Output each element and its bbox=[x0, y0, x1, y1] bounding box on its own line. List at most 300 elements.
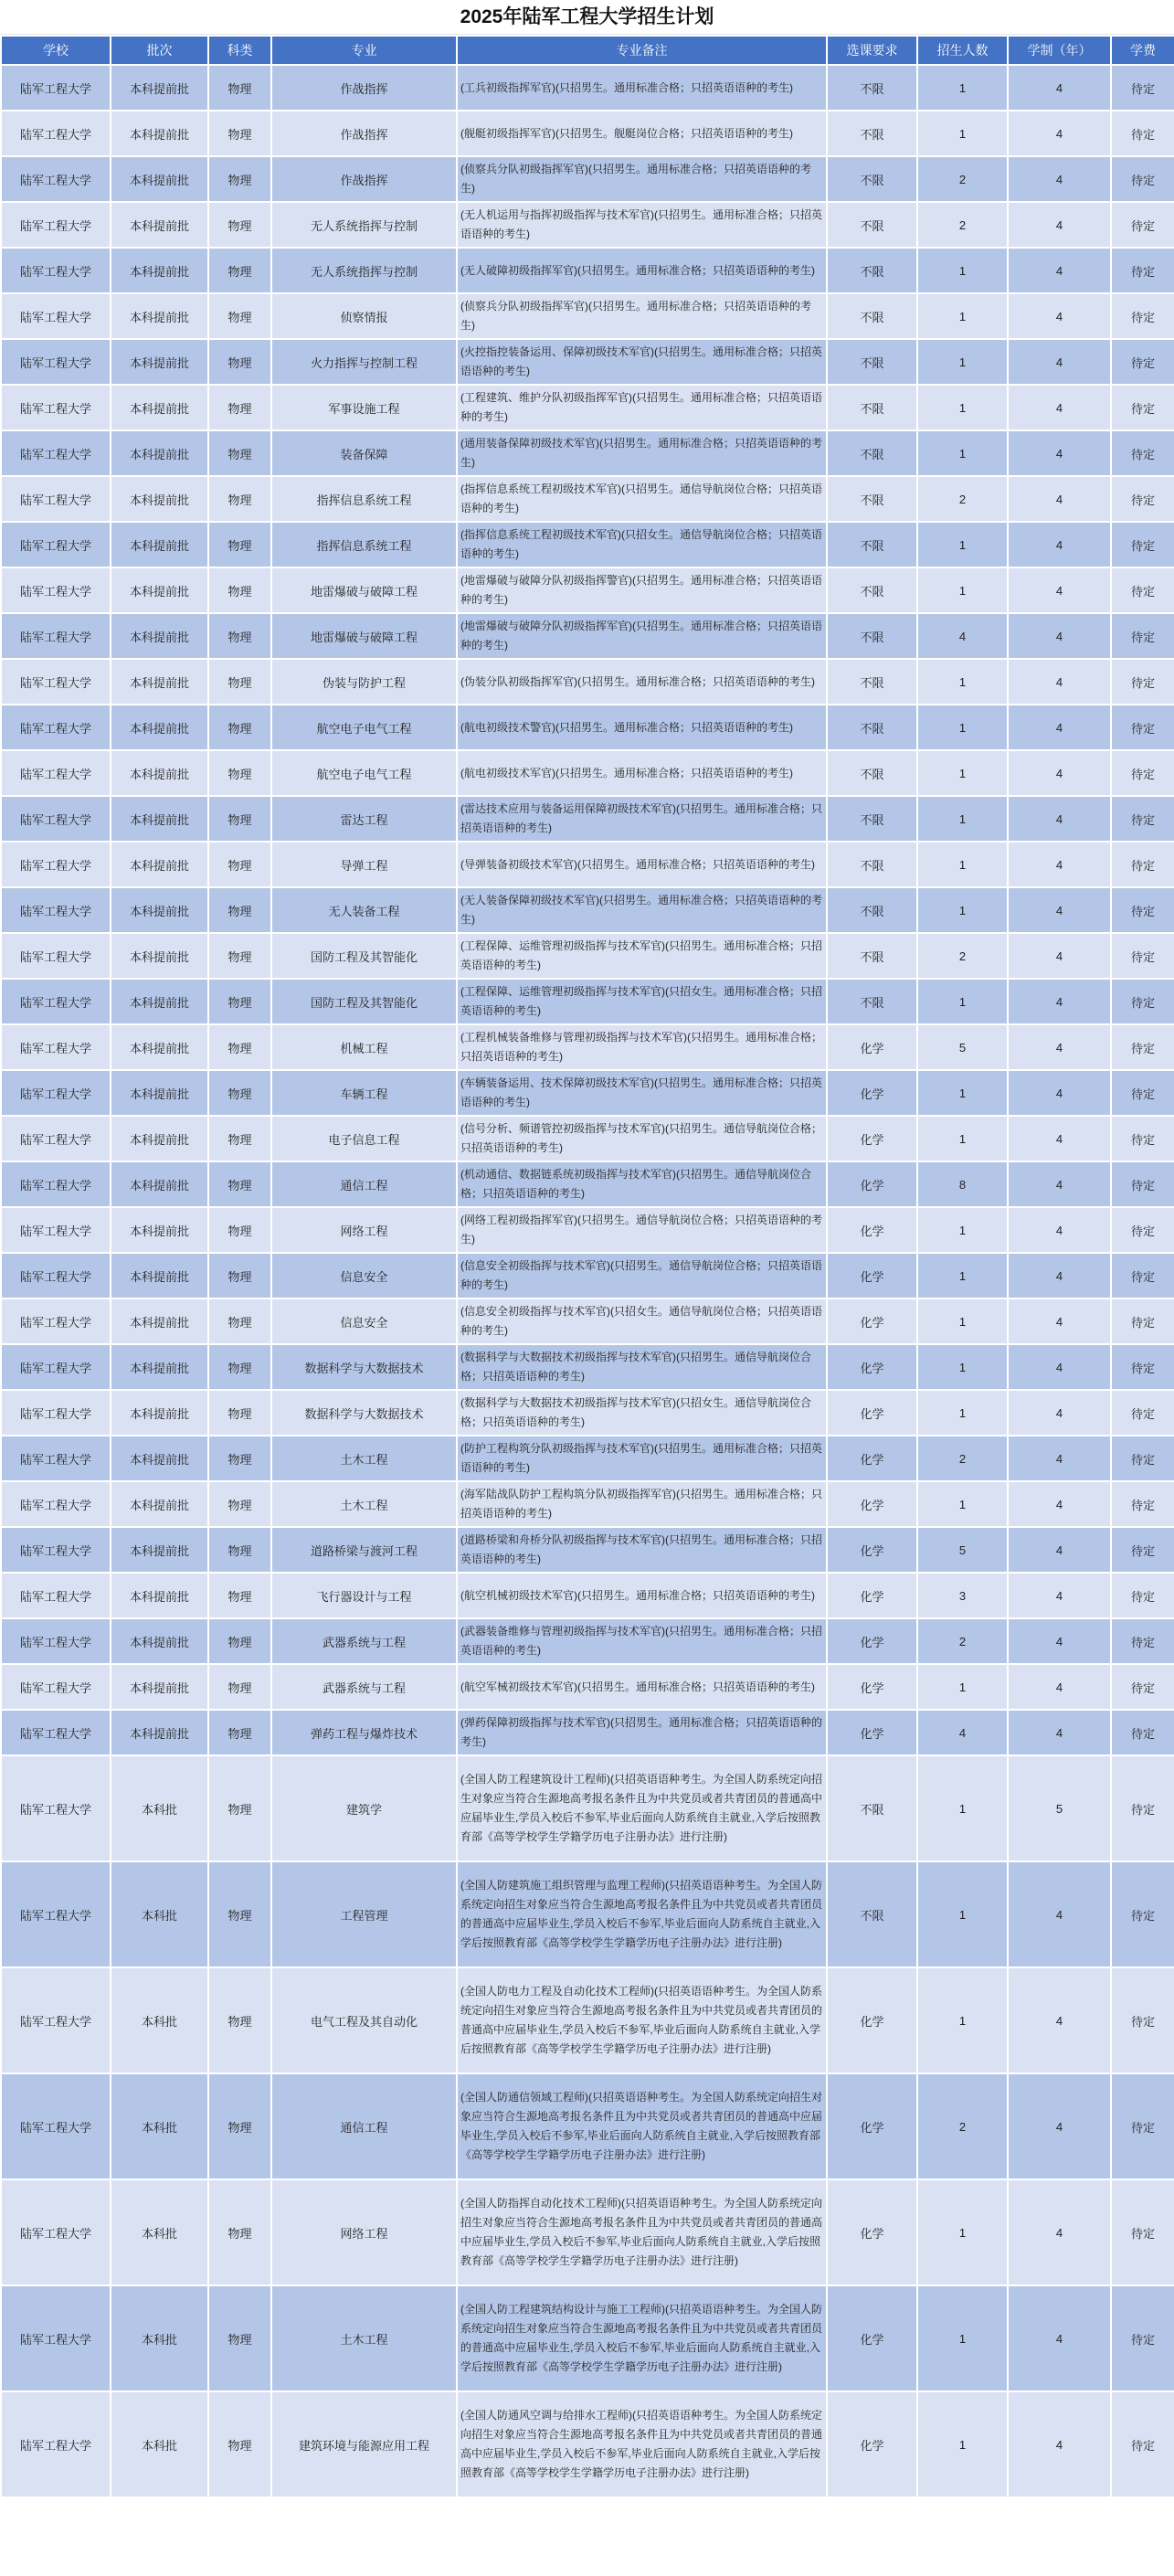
duration-cell: 4 bbox=[1008, 979, 1111, 1024]
table-row bbox=[1, 2179, 1174, 2285]
major-cell: 航空电子电气工程 bbox=[271, 705, 457, 750]
major-cell: 作战指挥 bbox=[271, 65, 457, 111]
major-cell: 作战指挥 bbox=[271, 156, 457, 202]
subject-requirement-cell: 不限 bbox=[827, 933, 917, 979]
major-cell: 装备保障 bbox=[271, 430, 457, 476]
batch-cell: 本科提前批 bbox=[111, 1527, 208, 1573]
tuition-cell: 待定 bbox=[1111, 567, 1174, 613]
school-cell: 陆军工程大学 bbox=[1, 430, 111, 476]
major-cell: 指挥信息系统工程 bbox=[271, 476, 457, 522]
subject-requirement-cell: 化学 bbox=[827, 1253, 917, 1299]
table-row bbox=[1, 842, 1174, 887]
duration-cell: 4 bbox=[1008, 1299, 1111, 1344]
subject-requirement-cell: 化学 bbox=[827, 1710, 917, 1755]
table-row bbox=[1, 476, 1174, 522]
school-cell: 陆军工程大学 bbox=[1, 1207, 111, 1253]
enrollment-count-cell: 1 bbox=[917, 796, 1008, 842]
batch-cell: 本科提前批 bbox=[111, 567, 208, 613]
subject-requirement-cell: 化学 bbox=[827, 1573, 917, 1618]
category-cell: 物理 bbox=[208, 2073, 271, 2179]
tuition-cell: 待定 bbox=[1111, 1618, 1174, 1664]
category-cell: 物理 bbox=[208, 339, 271, 385]
school-cell: 陆军工程大学 bbox=[1, 613, 111, 659]
major-cell: 道路桥梁与渡河工程 bbox=[271, 1527, 457, 1573]
batch-cell: 本科提前批 bbox=[111, 613, 208, 659]
major-cell: 土木工程 bbox=[271, 2285, 457, 2391]
duration-cell: 4 bbox=[1008, 1116, 1111, 1161]
school-cell: 陆军工程大学 bbox=[1, 1024, 111, 1070]
school-cell: 陆军工程大学 bbox=[1, 1116, 111, 1161]
category-cell: 物理 bbox=[208, 1207, 271, 1253]
batch-cell: 本科提前批 bbox=[111, 385, 208, 430]
batch-cell: 本科提前批 bbox=[111, 202, 208, 248]
duration-cell: 4 bbox=[1008, 385, 1111, 430]
category-cell: 物理 bbox=[208, 1618, 271, 1664]
batch-cell: 本科提前批 bbox=[111, 1253, 208, 1299]
batch-cell: 本科提前批 bbox=[111, 796, 208, 842]
school-cell: 陆军工程大学 bbox=[1, 385, 111, 430]
table-row bbox=[1, 933, 1174, 979]
enrollment-count-cell: 1 bbox=[917, 1861, 1008, 1967]
enrollment-count-cell: 1 bbox=[917, 1344, 1008, 1390]
tuition-cell: 待定 bbox=[1111, 1861, 1174, 1967]
school-cell: 陆军工程大学 bbox=[1, 567, 111, 613]
major-cell: 信息安全 bbox=[271, 1253, 457, 1299]
table-row bbox=[1, 1390, 1174, 1436]
major-note-cell: (车辆装备运用、技术保障初级技术军官)(只招男生。通用标准合格；只招英语语种的考生) bbox=[457, 1070, 827, 1116]
major-note-cell: (伪装分队初级指挥军官)(只招男生。通用标准合格；只招英语语种的考生) bbox=[457, 659, 827, 705]
major-cell: 工程管理 bbox=[271, 1861, 457, 1967]
major-cell: 地雷爆破与破障工程 bbox=[271, 567, 457, 613]
batch-cell: 本科提前批 bbox=[111, 1299, 208, 1344]
major-cell: 网络工程 bbox=[271, 2179, 457, 2285]
category-cell: 物理 bbox=[208, 2391, 271, 2497]
major-note-cell: (工程建筑、维护分队初级指挥军官)(只招男生。通用标准合格；只招英语语种的考生) bbox=[457, 385, 827, 430]
table-row bbox=[1, 1070, 1174, 1116]
category-cell: 物理 bbox=[208, 1390, 271, 1436]
major-cell: 侦察情报 bbox=[271, 293, 457, 339]
major-note-cell: (全国人防工程建筑结构设计与施工工程师)(只招英语语种考生。为全国人防系统定向招生对象应当符合生源地高考报名条件且为中共党员或者共青团员的普通高中应届毕业生,学员入校后不参军,毕业后面向人防系统自主就业,入学后按照教育部《高等学校学生学籍学历电子注册办法》进行注册) bbox=[457, 2285, 827, 2391]
duration-cell: 4 bbox=[1008, 659, 1111, 705]
major-note-cell: (无人机运用与指挥初级指挥与技术军官)(只招男生。通用标准合格；只招英语语种的考生) bbox=[457, 202, 827, 248]
tuition-cell: 待定 bbox=[1111, 1573, 1174, 1618]
major-note-cell: (火控指控装备运用、保障初级技术军官)(只招男生。通用标准合格；只招英语语种的考生) bbox=[457, 339, 827, 385]
major-cell: 军事设施工程 bbox=[271, 385, 457, 430]
major-cell: 网络工程 bbox=[271, 1207, 457, 1253]
table-row bbox=[1, 979, 1174, 1024]
category-cell: 物理 bbox=[208, 1116, 271, 1161]
major-cell: 地雷爆破与破障工程 bbox=[271, 613, 457, 659]
major-cell: 无人系统指挥与控制 bbox=[271, 248, 457, 293]
enrollment-count-cell: 1 bbox=[917, 1664, 1008, 1710]
major-note-cell: (工兵初级指挥军官)(只招男生。通用标准合格；只招英语语种的考生) bbox=[457, 65, 827, 111]
major-note-cell: (机动通信、数据链系统初级指挥与技术军官)(只招男生。通信导航岗位合格；只招英语语种的考生) bbox=[457, 1161, 827, 1207]
subject-requirement-cell: 不限 bbox=[827, 842, 917, 887]
major-note-cell: (侦察兵分队初级指挥军官)(只招男生。通用标准合格；只招英语语种的考生) bbox=[457, 293, 827, 339]
major-note-cell: (航电初级技术警官)(只招男生。通用标准合格；只招英语语种的考生) bbox=[457, 705, 827, 750]
category-cell: 物理 bbox=[208, 1481, 271, 1527]
subject-requirement-cell: 不限 bbox=[827, 156, 917, 202]
table-row bbox=[1, 1253, 1174, 1299]
table-row bbox=[1, 887, 1174, 933]
tuition-cell: 待定 bbox=[1111, 339, 1174, 385]
header-major: 专业 bbox=[271, 36, 457, 65]
major-cell: 国防工程及其智能化 bbox=[271, 933, 457, 979]
enrollment-count-cell: 1 bbox=[917, 430, 1008, 476]
duration-cell: 4 bbox=[1008, 1344, 1111, 1390]
batch-cell: 本科提前批 bbox=[111, 476, 208, 522]
header-school: 学校 bbox=[1, 36, 111, 65]
batch-cell: 本科提前批 bbox=[111, 842, 208, 887]
table-row bbox=[1, 1527, 1174, 1573]
table-row bbox=[1, 1710, 1174, 1755]
table-row bbox=[1, 1207, 1174, 1253]
major-note-cell: (信息安全初级指挥与技术军官)(只招男生。通信导航岗位合格；只招英语语种的考生) bbox=[457, 1253, 827, 1299]
enrollment-count-cell: 4 bbox=[917, 1710, 1008, 1755]
major-note-cell: (导弹装备初级技术军官)(只招男生。通用标准合格；只招英语语种的考生) bbox=[457, 842, 827, 887]
school-cell: 陆军工程大学 bbox=[1, 2285, 111, 2391]
duration-cell: 4 bbox=[1008, 842, 1111, 887]
enrollment-count-cell: 1 bbox=[917, 750, 1008, 796]
subject-requirement-cell: 化学 bbox=[827, 1207, 917, 1253]
batch-cell: 本科提前批 bbox=[111, 887, 208, 933]
major-note-cell: (信息安全初级指挥与技术军官)(只招女生。通信导航岗位合格；只招英语语种的考生) bbox=[457, 1299, 827, 1344]
school-cell: 陆军工程大学 bbox=[1, 2073, 111, 2179]
category-cell: 物理 bbox=[208, 933, 271, 979]
enrollment-count-cell: 1 bbox=[917, 887, 1008, 933]
table-row bbox=[1, 2073, 1174, 2179]
school-cell: 陆军工程大学 bbox=[1, 933, 111, 979]
duration-cell: 4 bbox=[1008, 111, 1111, 156]
major-note-cell: (信号分析、频谱管控初级指挥与技术军官)(只招男生。通信导航岗位合格；只招英语语种的考生) bbox=[457, 1116, 827, 1161]
enrollment-count-cell: 5 bbox=[917, 1527, 1008, 1573]
enrollment-count-cell: 1 bbox=[917, 979, 1008, 1024]
category-cell: 物理 bbox=[208, 1161, 271, 1207]
category-cell: 物理 bbox=[208, 659, 271, 705]
batch-cell: 本科提前批 bbox=[111, 339, 208, 385]
school-cell: 陆军工程大学 bbox=[1, 842, 111, 887]
table-row bbox=[1, 1481, 1174, 1527]
major-cell: 土木工程 bbox=[271, 1436, 457, 1481]
batch-cell: 本科提前批 bbox=[111, 1070, 208, 1116]
batch-cell: 本科提前批 bbox=[111, 65, 208, 111]
duration-cell: 4 bbox=[1008, 2391, 1111, 2497]
major-cell: 建筑学 bbox=[271, 1755, 457, 1861]
duration-cell: 4 bbox=[1008, 2179, 1111, 2285]
enrollment-count-cell: 1 bbox=[917, 659, 1008, 705]
enrollment-count-cell: 1 bbox=[917, 522, 1008, 567]
category-cell: 物理 bbox=[208, 202, 271, 248]
tuition-cell: 待定 bbox=[1111, 1024, 1174, 1070]
category-cell: 物理 bbox=[208, 1436, 271, 1481]
subject-requirement-cell: 化学 bbox=[827, 1967, 917, 2073]
category-cell: 物理 bbox=[208, 1861, 271, 1967]
header-tuition: 学费 bbox=[1111, 36, 1174, 65]
duration-cell: 4 bbox=[1008, 1967, 1111, 2073]
school-cell: 陆军工程大学 bbox=[1, 1967, 111, 2073]
category-cell: 物理 bbox=[208, 1024, 271, 1070]
batch-cell: 本科提前批 bbox=[111, 522, 208, 567]
duration-cell: 4 bbox=[1008, 1573, 1111, 1618]
tuition-cell: 待定 bbox=[1111, 750, 1174, 796]
table-row bbox=[1, 659, 1174, 705]
table-row bbox=[1, 2285, 1174, 2391]
duration-cell: 4 bbox=[1008, 567, 1111, 613]
subject-requirement-cell: 不限 bbox=[827, 385, 917, 430]
duration-cell: 4 bbox=[1008, 248, 1111, 293]
category-cell: 物理 bbox=[208, 613, 271, 659]
enrollment-count-cell: 1 bbox=[917, 1967, 1008, 2073]
category-cell: 物理 bbox=[208, 156, 271, 202]
subject-requirement-cell: 化学 bbox=[827, 2179, 917, 2285]
major-cell: 飞行器设计与工程 bbox=[271, 1573, 457, 1618]
table-row bbox=[1, 1436, 1174, 1481]
duration-cell: 4 bbox=[1008, 1390, 1111, 1436]
batch-cell: 本科提前批 bbox=[111, 1161, 208, 1207]
enrollment-count-cell: 2 bbox=[917, 2073, 1008, 2179]
category-cell: 物理 bbox=[208, 1299, 271, 1344]
major-cell: 无人系统指挥与控制 bbox=[271, 202, 457, 248]
tuition-cell: 待定 bbox=[1111, 2179, 1174, 2285]
header-major-note: 专业备注 bbox=[457, 36, 827, 65]
batch-cell: 本科提前批 bbox=[111, 1207, 208, 1253]
major-note-cell: (全国人防通信领域工程师)(只招英语语种考生。为全国人防系统定向招生对象应当符合生源地高考报名条件且为中共党员或者共青团员的普通高中应届毕业生,学员入校后不参军,毕业后面向人防系统自主就业,入学后按照教育部《高等学校学生学籍学历电子注册办法》进行注册) bbox=[457, 2073, 827, 2179]
tuition-cell: 待定 bbox=[1111, 65, 1174, 111]
major-cell: 数据科学与大数据技术 bbox=[271, 1390, 457, 1436]
table-row bbox=[1, 567, 1174, 613]
duration-cell: 4 bbox=[1008, 1070, 1111, 1116]
enrollment-count-cell: 2 bbox=[917, 202, 1008, 248]
header-batch: 批次 bbox=[111, 36, 208, 65]
tuition-cell: 待定 bbox=[1111, 1481, 1174, 1527]
school-cell: 陆军工程大学 bbox=[1, 1710, 111, 1755]
batch-cell: 本科提前批 bbox=[111, 1664, 208, 1710]
school-cell: 陆军工程大学 bbox=[1, 979, 111, 1024]
table-row bbox=[1, 1967, 1174, 2073]
table-row bbox=[1, 293, 1174, 339]
batch-cell: 本科提前批 bbox=[111, 933, 208, 979]
major-cell: 无人装备工程 bbox=[271, 887, 457, 933]
subject-requirement-cell: 不限 bbox=[827, 796, 917, 842]
table-row bbox=[1, 1755, 1174, 1861]
category-cell: 物理 bbox=[208, 1710, 271, 1755]
tuition-cell: 待定 bbox=[1111, 1436, 1174, 1481]
enrollment-count-cell: 2 bbox=[917, 156, 1008, 202]
major-note-cell: (全国人防指挥自动化技术工程师)(只招英语语种考生。为全国人防系统定向招生对象应当符合生源地高考报名条件且为中共党员或者共青团员的普通高中应届毕业生,学员入校后不参军,毕业后面向人防系统自主就业,入学后按照教育部《高等学校学生学籍学历电子注册办法》进行注册) bbox=[457, 2179, 827, 2285]
school-cell: 陆军工程大学 bbox=[1, 1755, 111, 1861]
subject-requirement-cell: 不限 bbox=[827, 65, 917, 111]
table-row bbox=[1, 1664, 1174, 1710]
school-cell: 陆军工程大学 bbox=[1, 705, 111, 750]
major-note-cell: (武器装备维修与管理初级指挥与技术军官)(只招男生。通用标准合格；只招英语语种的考生) bbox=[457, 1618, 827, 1664]
subject-requirement-cell: 不限 bbox=[827, 430, 917, 476]
subject-requirement-cell: 不限 bbox=[827, 248, 917, 293]
table-row bbox=[1, 2391, 1174, 2497]
tuition-cell: 待定 bbox=[1111, 705, 1174, 750]
subject-requirement-cell: 不限 bbox=[827, 339, 917, 385]
school-cell: 陆军工程大学 bbox=[1, 1161, 111, 1207]
subject-requirement-cell: 化学 bbox=[827, 1161, 917, 1207]
school-cell: 陆军工程大学 bbox=[1, 1618, 111, 1664]
header-subject-requirement: 选课要求 bbox=[827, 36, 917, 65]
duration-cell: 4 bbox=[1008, 1527, 1111, 1573]
category-cell: 物理 bbox=[208, 65, 271, 111]
major-cell: 国防工程及其智能化 bbox=[271, 979, 457, 1024]
major-note-cell: (数据科学与大数据技术初级指挥与技术军官)(只招女生。通信导航岗位合格；只招英语语种的考生) bbox=[457, 1390, 827, 1436]
duration-cell: 4 bbox=[1008, 750, 1111, 796]
enrollment-count-cell: 1 bbox=[917, 1481, 1008, 1527]
table-row bbox=[1, 1573, 1174, 1618]
enrollment-count-cell: 1 bbox=[917, 1070, 1008, 1116]
duration-cell: 4 bbox=[1008, 1207, 1111, 1253]
enrollment-count-cell: 1 bbox=[917, 1755, 1008, 1861]
batch-cell: 本科提前批 bbox=[111, 750, 208, 796]
table-row bbox=[1, 248, 1174, 293]
duration-cell: 4 bbox=[1008, 1861, 1111, 1967]
enrollment-count-cell: 1 bbox=[917, 1116, 1008, 1161]
table-row bbox=[1, 1861, 1174, 1967]
enrollment-count-cell: 2 bbox=[917, 933, 1008, 979]
major-note-cell: (航空军械初级技术军官)(只招男生。通用标准合格；只招英语语种的考生) bbox=[457, 1664, 827, 1710]
table-row bbox=[1, 750, 1174, 796]
table-row bbox=[1, 796, 1174, 842]
tuition-cell: 待定 bbox=[1111, 1344, 1174, 1390]
major-note-cell: (海军陆战队防护工程构筑分队初级指挥军官)(只招男生。通用标准合格；只招英语语种的考生) bbox=[457, 1481, 827, 1527]
tuition-cell: 待定 bbox=[1111, 522, 1174, 567]
school-cell: 陆军工程大学 bbox=[1, 1527, 111, 1573]
major-cell: 电气工程及其自动化 bbox=[271, 1967, 457, 2073]
duration-cell: 4 bbox=[1008, 2285, 1111, 2391]
duration-cell: 4 bbox=[1008, 156, 1111, 202]
major-cell: 作战指挥 bbox=[271, 111, 457, 156]
school-cell: 陆军工程大学 bbox=[1, 1436, 111, 1481]
batch-cell: 本科提前批 bbox=[111, 1481, 208, 1527]
duration-cell: 4 bbox=[1008, 796, 1111, 842]
major-note-cell: (无人破障初级指挥军官)(只招男生。通用标准合格；只招英语语种的考生) bbox=[457, 248, 827, 293]
table-row bbox=[1, 705, 1174, 750]
major-note-cell: (全国人防工程建筑设计工程师)(只招英语语种考生。为全国人防系统定向招生对象应当符合生源地高考报名条件且为中共党员或者共青团员的普通高中应届毕业生,学员入校后不参军,毕业后面向人防系统自主就业,入学后按照教育部《高等学校学生学籍学历电子注册办法》进行注册) bbox=[457, 1755, 827, 1861]
batch-cell: 本科批 bbox=[111, 1967, 208, 2073]
enrollment-count-cell: 1 bbox=[917, 2391, 1008, 2497]
subject-requirement-cell: 化学 bbox=[827, 2285, 917, 2391]
tuition-cell: 待定 bbox=[1111, 1299, 1174, 1344]
table-row bbox=[1, 1161, 1174, 1207]
batch-cell: 本科提前批 bbox=[111, 1344, 208, 1390]
major-note-cell: (航空机械初级技术军官)(只招男生。通用标准合格；只招英语语种的考生) bbox=[457, 1573, 827, 1618]
major-cell: 电子信息工程 bbox=[271, 1116, 457, 1161]
table-row bbox=[1, 522, 1174, 567]
batch-cell: 本科提前批 bbox=[111, 659, 208, 705]
major-note-cell: (防护工程构筑分队初级指挥与技术军官)(只招男生。通用标准合格；只招英语语种的考生) bbox=[457, 1436, 827, 1481]
tuition-cell: 待定 bbox=[1111, 2073, 1174, 2179]
major-note-cell: (指挥信息系统工程初级技术军官)(只招男生。通信导航岗位合格；只招英语语种的考生) bbox=[457, 476, 827, 522]
subject-requirement-cell: 化学 bbox=[827, 1024, 917, 1070]
table-row bbox=[1, 385, 1174, 430]
duration-cell: 4 bbox=[1008, 2073, 1111, 2179]
batch-cell: 本科提前批 bbox=[111, 1390, 208, 1436]
duration-cell: 4 bbox=[1008, 202, 1111, 248]
category-cell: 物理 bbox=[208, 1573, 271, 1618]
school-cell: 陆军工程大学 bbox=[1, 1390, 111, 1436]
major-cell: 弹药工程与爆炸技术 bbox=[271, 1710, 457, 1755]
major-cell: 机械工程 bbox=[271, 1024, 457, 1070]
tuition-cell: 待定 bbox=[1111, 2391, 1174, 2497]
major-note-cell: (工程保障、运维管理初级指挥与技术军官)(只招男生。通用标准合格；只招英语语种的考生) bbox=[457, 933, 827, 979]
subject-requirement-cell: 化学 bbox=[827, 1527, 917, 1573]
enrollment-count-cell: 3 bbox=[917, 1573, 1008, 1618]
duration-cell: 4 bbox=[1008, 1618, 1111, 1664]
school-cell: 陆军工程大学 bbox=[1, 1664, 111, 1710]
major-cell: 建筑环境与能源应用工程 bbox=[271, 2391, 457, 2497]
tuition-cell: 待定 bbox=[1111, 1116, 1174, 1161]
batch-cell: 本科批 bbox=[111, 2073, 208, 2179]
subject-requirement-cell: 不限 bbox=[827, 202, 917, 248]
enrollment-count-cell: 1 bbox=[917, 293, 1008, 339]
major-note-cell: (无人装备保障初级技术军官)(只招男生。通用标准合格；只招英语语种的考生) bbox=[457, 887, 827, 933]
school-cell: 陆军工程大学 bbox=[1, 1481, 111, 1527]
tuition-cell: 待定 bbox=[1111, 933, 1174, 979]
enrollment-count-cell: 5 bbox=[917, 1024, 1008, 1070]
enrollment-count-cell: 1 bbox=[917, 705, 1008, 750]
subject-requirement-cell: 不限 bbox=[827, 293, 917, 339]
duration-cell: 4 bbox=[1008, 339, 1111, 385]
batch-cell: 本科提前批 bbox=[111, 1710, 208, 1755]
major-note-cell: (指挥信息系统工程初级技术军官)(只招女生。通信导航岗位合格；只招英语语种的考生) bbox=[457, 522, 827, 567]
major-cell: 指挥信息系统工程 bbox=[271, 522, 457, 567]
subject-requirement-cell: 化学 bbox=[827, 1344, 917, 1390]
batch-cell: 本科提前批 bbox=[111, 979, 208, 1024]
batch-cell: 本科提前批 bbox=[111, 1618, 208, 1664]
tuition-cell: 待定 bbox=[1111, 1161, 1174, 1207]
duration-cell: 4 bbox=[1008, 65, 1111, 111]
major-note-cell: (地雷爆破与破障分队初级指挥警官)(只招男生。通用标准合格；只招英语语种的考生) bbox=[457, 567, 827, 613]
tuition-cell: 待定 bbox=[1111, 1207, 1174, 1253]
duration-cell: 4 bbox=[1008, 430, 1111, 476]
major-cell: 土木工程 bbox=[271, 1481, 457, 1527]
category-cell: 物理 bbox=[208, 979, 271, 1024]
enrollment-count-cell: 1 bbox=[917, 248, 1008, 293]
category-cell: 物理 bbox=[208, 476, 271, 522]
tuition-cell: 待定 bbox=[1111, 1253, 1174, 1299]
subject-requirement-cell: 化学 bbox=[827, 1116, 917, 1161]
tuition-cell: 待定 bbox=[1111, 1390, 1174, 1436]
tuition-cell: 待定 bbox=[1111, 476, 1174, 522]
category-cell: 物理 bbox=[208, 1253, 271, 1299]
subject-requirement-cell: 不限 bbox=[827, 750, 917, 796]
subject-requirement-cell: 不限 bbox=[827, 1755, 917, 1861]
batch-cell: 本科提前批 bbox=[111, 156, 208, 202]
table-row bbox=[1, 430, 1174, 476]
batch-cell: 本科批 bbox=[111, 1755, 208, 1861]
tuition-cell: 待定 bbox=[1111, 659, 1174, 705]
batch-cell: 本科提前批 bbox=[111, 705, 208, 750]
school-cell: 陆军工程大学 bbox=[1, 476, 111, 522]
tuition-cell: 待定 bbox=[1111, 1967, 1174, 2073]
subject-requirement-cell: 化学 bbox=[827, 2073, 917, 2179]
tuition-cell: 待定 bbox=[1111, 1710, 1174, 1755]
enrollment-count-cell: 1 bbox=[917, 1299, 1008, 1344]
table-row bbox=[1, 1344, 1174, 1390]
category-cell: 物理 bbox=[208, 2179, 271, 2285]
tuition-cell: 待定 bbox=[1111, 1070, 1174, 1116]
enrollment-count-cell: 1 bbox=[917, 385, 1008, 430]
school-cell: 陆军工程大学 bbox=[1, 202, 111, 248]
batch-cell: 本科批 bbox=[111, 1861, 208, 1967]
major-cell: 火力指挥与控制工程 bbox=[271, 339, 457, 385]
category-cell: 物理 bbox=[208, 1664, 271, 1710]
subject-requirement-cell: 不限 bbox=[827, 567, 917, 613]
school-cell: 陆军工程大学 bbox=[1, 111, 111, 156]
